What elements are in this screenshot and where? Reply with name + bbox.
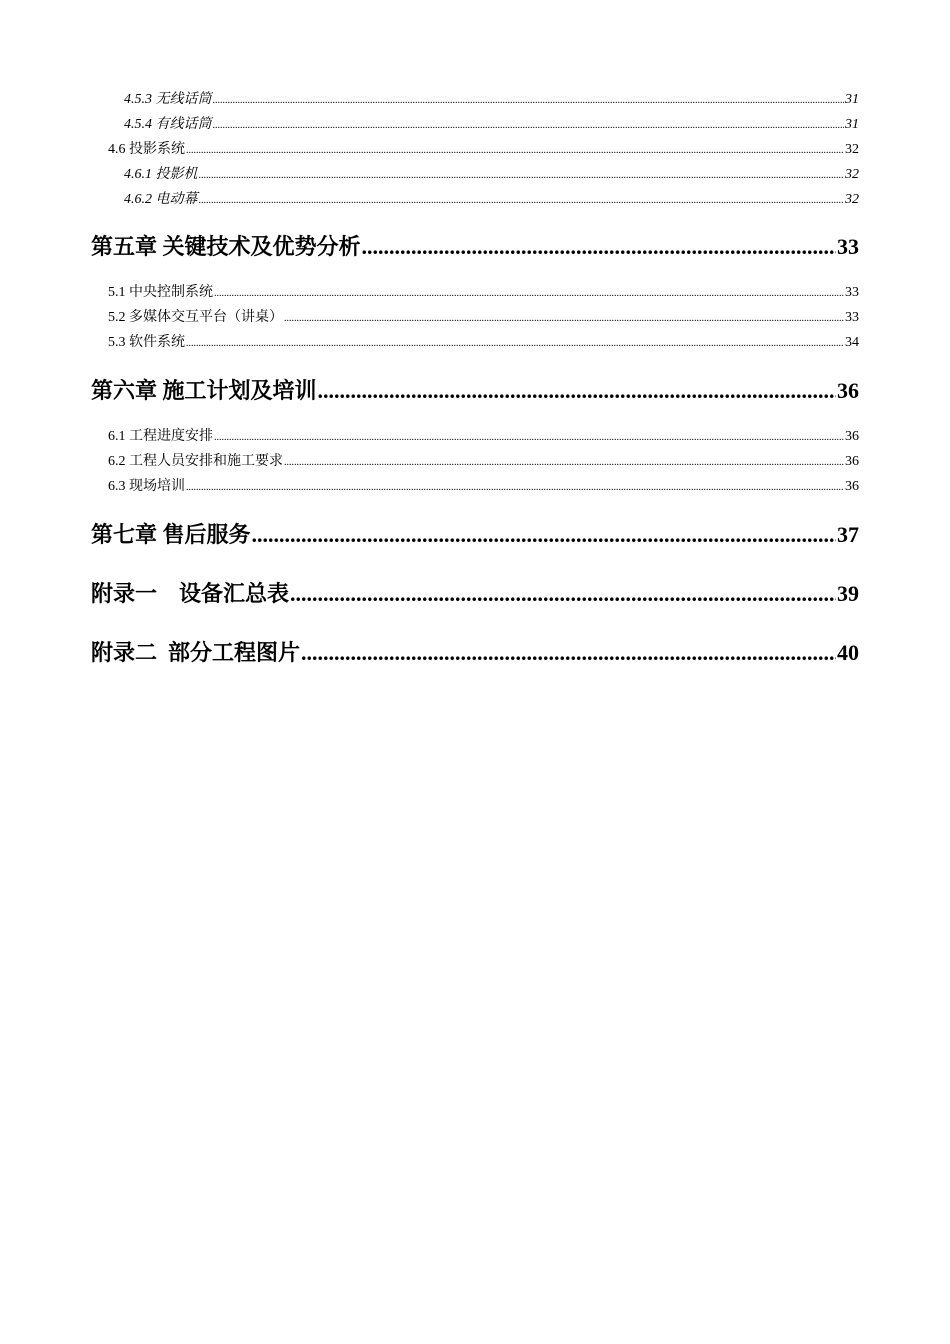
toc-entry[interactable]	[124, 190, 859, 210]
toc-page-number: 33	[845, 285, 859, 300]
toc-dot-leader	[318, 375, 836, 407]
toc-entry[interactable]	[108, 452, 859, 472]
toc-entry[interactable]	[124, 115, 859, 135]
toc-entry-label: 6.3 现场培训	[108, 479, 185, 494]
toc-entry-label: 4.6.1 投影机	[124, 167, 198, 182]
toc-entry-label: 5.1 中央控制系统	[108, 285, 213, 300]
toc-appendix-label: 附录一 设备汇总表	[91, 581, 290, 606]
toc-entry[interactable]	[108, 140, 859, 160]
toc-entry[interactable]	[124, 90, 859, 110]
toc-entry[interactable]	[108, 477, 859, 497]
toc-dot-leader	[252, 519, 836, 551]
toc-dot-leader	[214, 284, 844, 303]
toc-dot-leader	[290, 578, 836, 610]
toc-dot-leader	[284, 453, 844, 472]
toc-entry[interactable]	[108, 283, 859, 303]
toc-entry-label: 6.2 工程人员安排和施工要求	[108, 454, 283, 469]
toc-entry-label: 4.5.3 无线话筒	[124, 92, 212, 107]
toc-entry-label: 4.6.2 电动幕	[124, 192, 198, 207]
toc-page-number: 36	[845, 429, 859, 444]
toc-page-number: 36	[845, 454, 859, 469]
toc-chapter-label: 第七章 售后服务	[91, 522, 251, 547]
toc-dot-leader	[213, 116, 845, 135]
toc-dot-leader	[186, 478, 844, 497]
toc-entry-label: 4.5.4 有线话筒	[124, 117, 212, 132]
toc-page-number: 36	[845, 479, 859, 494]
toc-dot-leader	[199, 166, 845, 185]
toc-dot-leader	[301, 637, 836, 669]
toc-page-number: 34	[845, 335, 859, 350]
toc-entry[interactable]	[124, 165, 859, 185]
toc-page-number: 33	[837, 234, 859, 259]
toc-appendix-entry[interactable]	[91, 578, 859, 610]
toc-entry-label: 4.6 投影系统	[108, 142, 185, 157]
toc-page-number: 32	[845, 142, 859, 157]
toc-dot-leader	[284, 309, 844, 328]
toc-page-number: 37	[837, 522, 859, 547]
toc-chapter-entry[interactable]	[91, 375, 859, 407]
toc-entry[interactable]	[108, 427, 859, 447]
toc-dot-leader	[214, 428, 844, 447]
toc-dot-leader	[199, 191, 845, 210]
toc-dot-leader	[213, 91, 845, 110]
toc-entry-label: 6.1 工程进度安排	[108, 429, 213, 444]
toc-entry-label: 5.2 多媒体交互平台（讲桌）	[108, 310, 283, 325]
toc-page-number: 36	[837, 378, 859, 403]
toc-page-number: 33	[845, 310, 859, 325]
toc-chapter-entry[interactable]	[91, 231, 859, 263]
toc-appendix-label: 附录二 部分工程图片	[91, 640, 301, 665]
toc-dot-leader	[186, 141, 844, 160]
toc-chapter-entry[interactable]	[91, 519, 859, 551]
toc-dot-leader	[186, 334, 844, 353]
toc-page-number: 39	[837, 581, 859, 606]
toc-entry[interactable]	[108, 308, 859, 328]
toc-dot-leader	[362, 231, 836, 263]
toc-page-number: 31	[845, 117, 859, 132]
toc-chapter-label: 第五章 关键技术及优势分析	[91, 234, 361, 259]
toc-page-number: 31	[845, 92, 859, 107]
toc-entry[interactable]	[108, 333, 859, 353]
toc-page-number: 40	[837, 640, 859, 665]
toc-appendix-entry[interactable]	[91, 637, 859, 669]
toc-chapter-label: 第六章 施工计划及培训	[91, 378, 317, 403]
toc-entry-label: 5.3 软件系统	[108, 335, 185, 350]
toc-page-number: 32	[845, 167, 859, 182]
toc-page-number: 32	[845, 192, 859, 207]
